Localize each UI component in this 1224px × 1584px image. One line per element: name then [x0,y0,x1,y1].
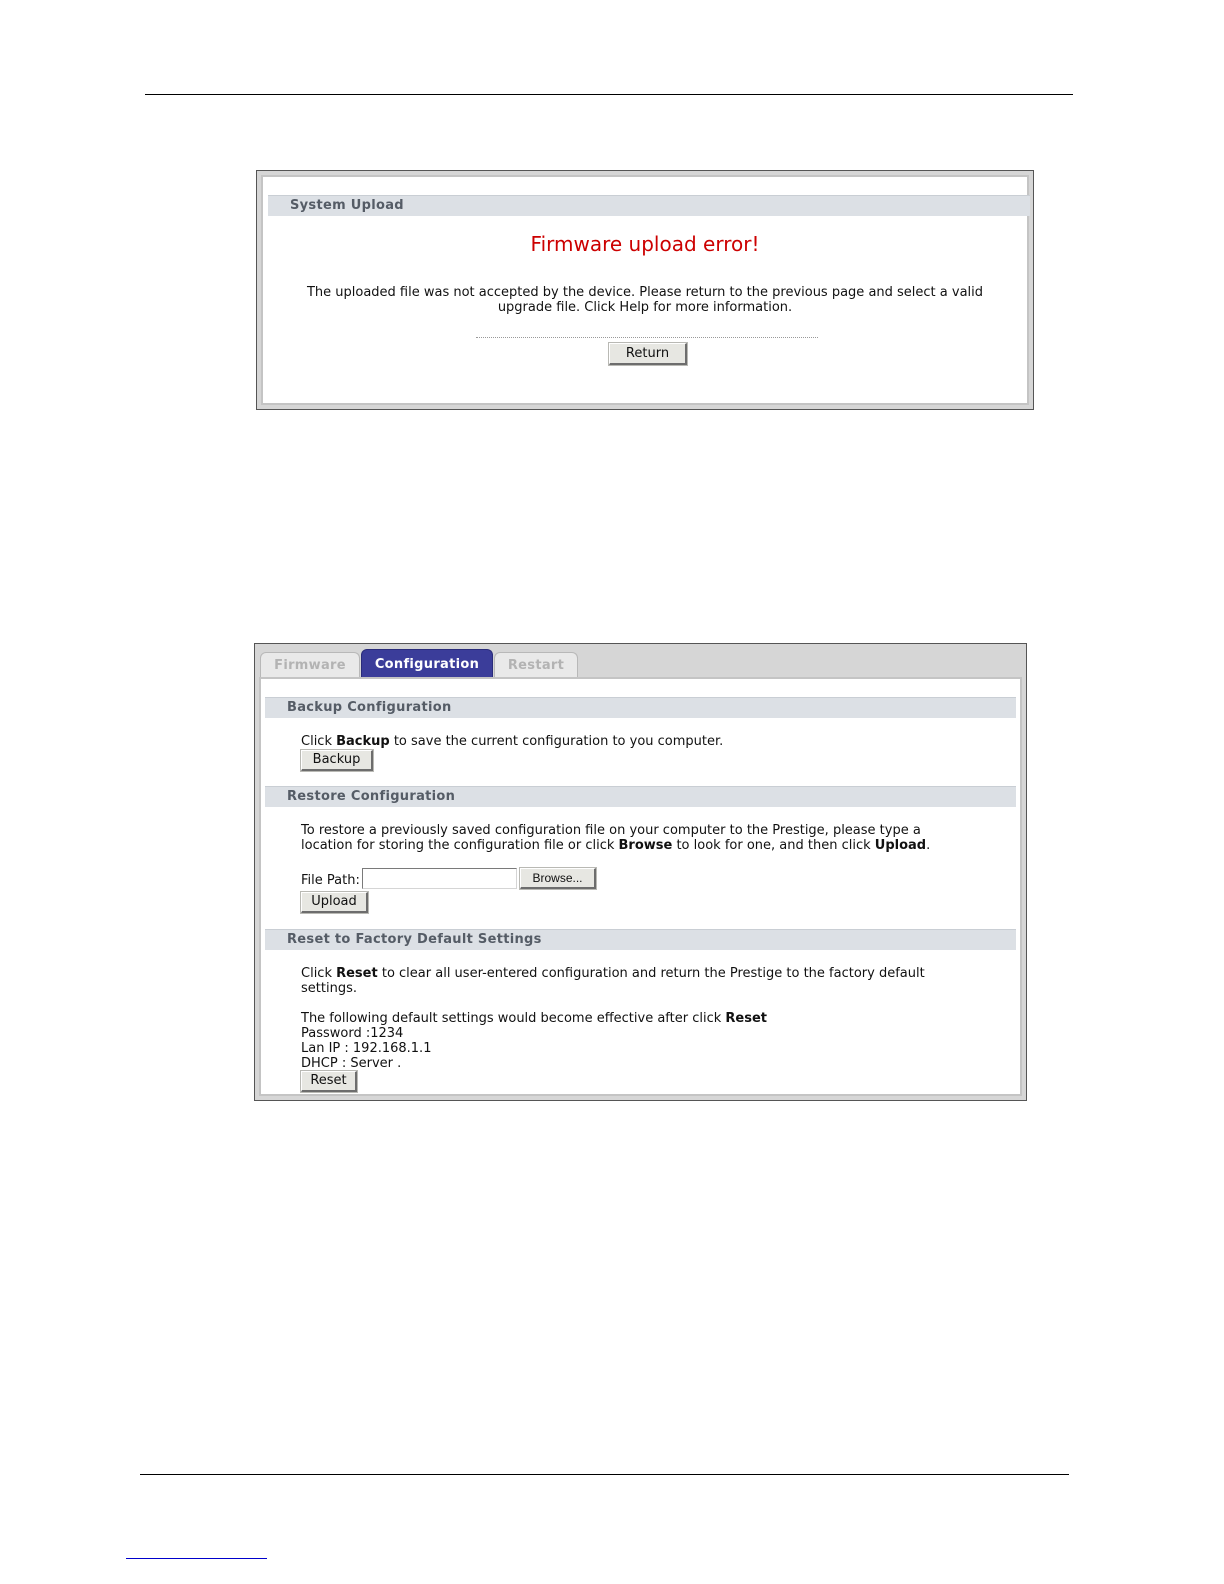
default-lan-ip: Lan IP : 192.168.1.1 [301,1041,432,1056]
return-button[interactable]: Return [609,343,687,365]
error-message [263,285,1027,315]
reset-section-title: Reset to Factory Default Settings [265,929,1016,950]
error-message-line1: The uploaded file was not accepted by the device. Please return to the previous page and select a valid [306,285,984,300]
tab-firmware[interactable]: Firmware [260,652,360,680]
reset-instructions-line2: settings. [301,981,357,996]
backup-instructions: Click Backup to save the current configuration to you computer. [301,734,724,749]
upload-button[interactable]: Upload [301,892,368,913]
configuration-screenshot [254,643,1027,1101]
error-panel [261,175,1029,405]
header-rule [145,94,1073,95]
reset-instructions-line1: Click Reset to clear all user-entered configuration and return the Prestige to the factory default [301,966,925,981]
restore-instructions-line2: location for storing the configuration file or click Browse to look for one, and then click Upload. [301,838,931,853]
file-path-label: File Path: [301,873,360,888]
restore-instructions-line1: To restore a previously saved configuration file on your computer to the Prestige, please type a [301,823,921,838]
error-title: Firmware upload error! [530,232,760,256]
tab-restart[interactable]: Restart [494,652,578,680]
firmware-error-screenshot [256,170,1034,410]
restore-section-title: Restore Configuration [265,786,1016,807]
default-password: Password :1234 [301,1026,404,1041]
footer-rule [140,1474,1069,1475]
configuration-panel [259,677,1022,1096]
backup-button[interactable]: Backup [301,750,373,771]
dotted-divider [476,337,818,338]
system-upload-section-title: System Upload [268,195,1030,216]
file-path-input[interactable] [362,868,517,889]
footer-link-underline [126,1558,267,1559]
error-message-line2: upgrade file. Click Help for more information. [497,300,793,315]
browse-button[interactable]: Browse... [520,868,596,889]
default-dhcp: DHCP : Server . [301,1056,402,1071]
reset-button[interactable]: Reset [301,1071,357,1092]
backup-section-title: Backup Configuration [265,697,1016,718]
tab-configuration[interactable]: Configuration [361,649,493,680]
default-settings-intro: The following default settings would become effective after click Reset [301,1011,768,1026]
